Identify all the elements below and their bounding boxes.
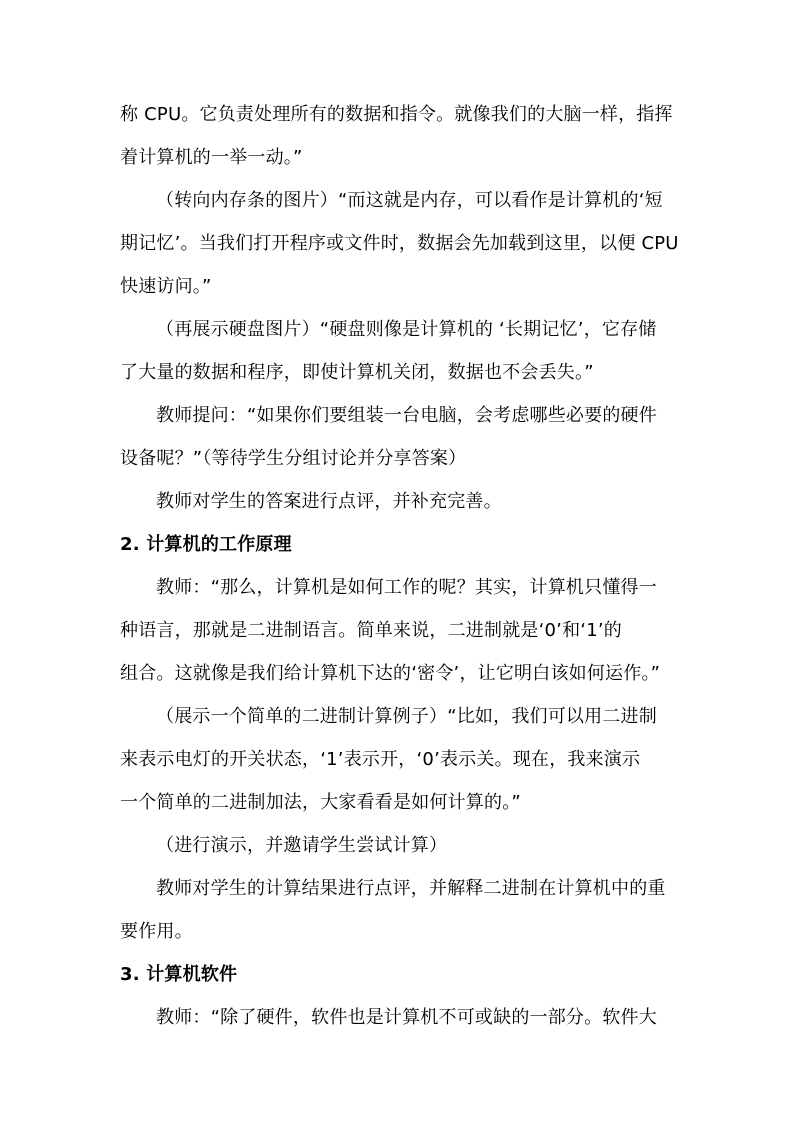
paragraph-line: 称 CPU。它负责处理所有的数据和指令。就像我们的大脑一样，指挥	[120, 104, 673, 125]
paragraph-line: 来表示电灯的开关状态，‘1’表示开，‘0’表示关。现在，我来演示	[120, 749, 641, 770]
paragraph-line: 教师提问：“如果你们要组装一台电脑，会考虑哪些必要的硬件	[156, 405, 657, 426]
paragraph-line: 快速访问。”	[120, 276, 212, 297]
paragraph-line: 教师对学生的计算结果进行点评，并解释二进制在计算机中的重	[156, 878, 666, 899]
paragraph-line: 期记忆’。当我们打开程序或文件时，数据会先加载到这里，以便 CPU	[120, 233, 679, 254]
paragraph-line: 着计算机的一举一动。”	[120, 147, 303, 168]
paragraph-line: 了大量的数据和程序，即使计算机关闭，数据也不会丢失。”	[120, 362, 594, 383]
paragraph-line: 设备呢？”（等待学生分组讨论并分享答案）	[120, 448, 467, 469]
paragraph-line: （展示一个简单的二进制计算例子）“比如，我们可以用二进制	[156, 706, 657, 727]
paragraph-line: 一个简单的二进制加法，大家看看是如何计算的。”	[120, 792, 521, 813]
paragraph-line: （转向内存条的图片）“而这就是内存，可以看作是计算机的‘短	[156, 190, 663, 211]
paragraph-line: 组合。这就像是我们给计算机下达的‘密令’，让它明白该如何运作。”	[120, 663, 661, 684]
paragraph-line: 教师：“那么，计算机是如何工作的呢？其实，计算机只懂得一	[156, 577, 657, 598]
paragraph-line: （进行演示，并邀请学生尝试计算）	[156, 835, 448, 856]
section-heading: 2. 计算机的工作原理	[120, 534, 292, 555]
section-heading: 3. 计算机软件	[120, 964, 238, 985]
paragraph-line: 种语言，那就是二进制语言。简单来说，二进制就是‘0’和‘1’的	[120, 620, 622, 641]
paragraph-line: 要作用。	[120, 921, 193, 942]
paragraph-line: （再展示硬盘图片）“硬盘则像是计算机的 ‘长期记忆’，它存储	[156, 319, 657, 340]
paragraph-line: 教师：“除了硬件，软件也是计算机不可或缺的一部分。软件大	[156, 1007, 657, 1028]
paragraph-line: 教师对学生的答案进行点评，并补充完善。	[156, 491, 502, 512]
